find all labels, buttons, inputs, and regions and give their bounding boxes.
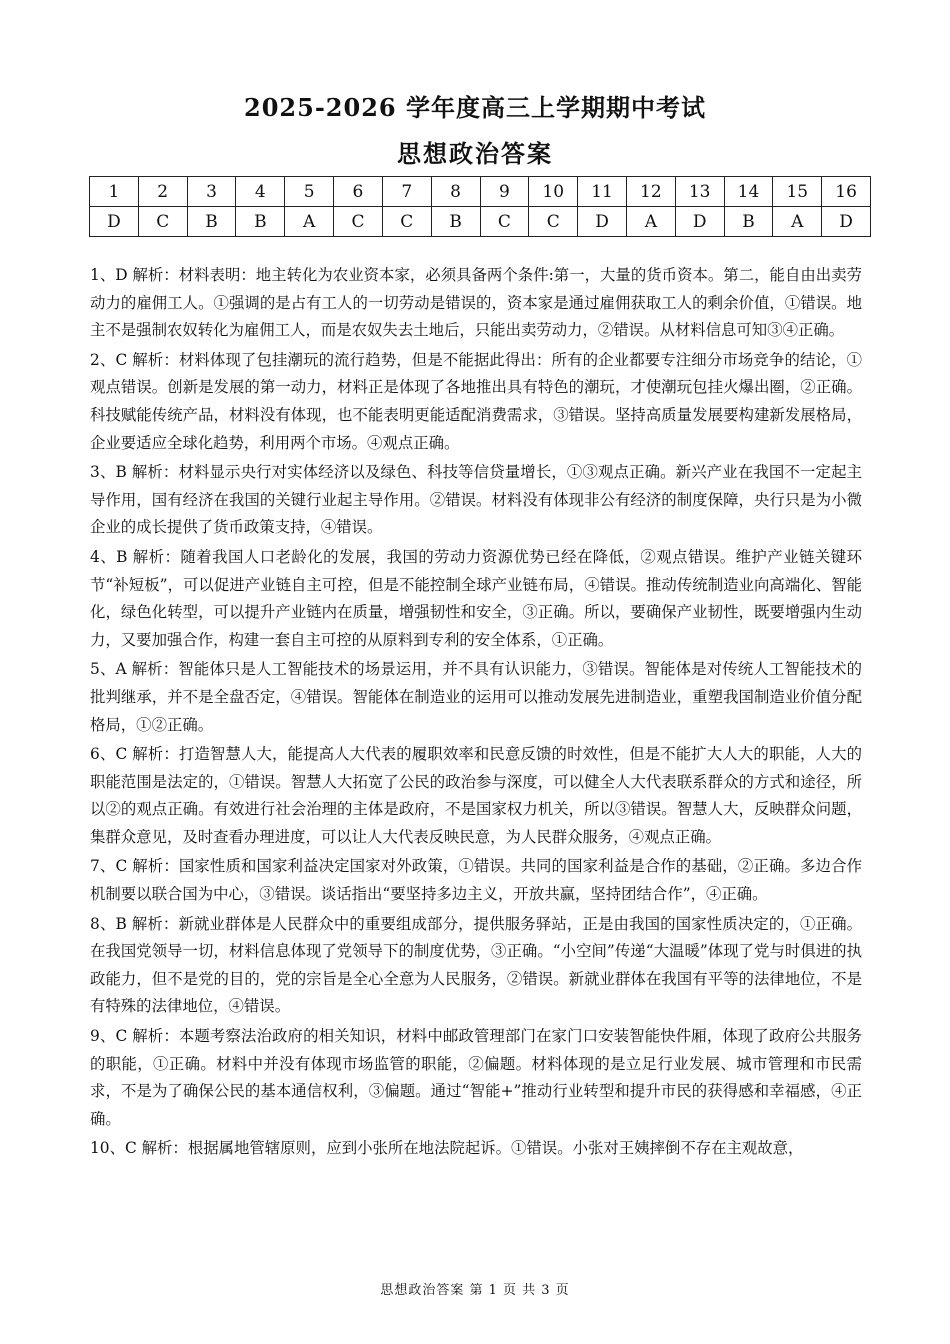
- answer-cell: B: [724, 207, 773, 237]
- question-number-cell: 14: [724, 177, 773, 207]
- question-number-cell: 5: [285, 177, 334, 207]
- page-title: 2025-2026 学年度高三上学期期中考试: [244, 93, 706, 122]
- answer-cell: D: [675, 207, 724, 237]
- answer-cell: D: [90, 207, 139, 237]
- question-number-cell: 15: [773, 177, 822, 207]
- explanation-paragraph: 6、C 解析：打造智慧人大，能提高人大代表的履职效率和民意反馈的时效性，但是不能扩大人大的职能，人大的职能范围是法定的，①错误。智慧人大拓宽了公民的政治参与深度，可以健全人大代表联系群众的方式和途径，所以②的观点正确。有效进行社会治理的主体是政府，不是国家权力机关，所以③错误。智慧人大，反映群众问题，集群众意见，及时查看办理进度，可以让人大代表反映民意，为人民群众服务，④观点正确。: [90, 745, 862, 846]
- answer-cell: C: [480, 207, 529, 237]
- question-number-cell: 11: [578, 177, 627, 207]
- question-number-cell: 9: [480, 177, 529, 207]
- question-number-cell: 8: [431, 177, 480, 207]
- explanation-paragraph: 10、C 解析：根据属地管辖原则，应到小张所在地法院起诉。①错误。小张对王姨摔倒不存在主观故意，: [90, 1139, 804, 1158]
- answer-table: [89, 176, 871, 237]
- answer-cell: C: [334, 207, 383, 237]
- answer-cell: D: [822, 207, 871, 237]
- answer-cell: A: [285, 207, 334, 237]
- answer-row: [90, 207, 871, 237]
- answer-cell: B: [431, 207, 480, 237]
- question-number-cell: 2: [138, 177, 187, 207]
- page-subtitle: 思想政治答案: [397, 139, 553, 168]
- question-number-cell: 4: [236, 177, 285, 207]
- question-number-cell: 10: [529, 177, 578, 207]
- explanation-paragraph: 7、C 解析：国家性质和国家利益决定国家对外政策，①错误。共同的国家利益是合作的基础，②正确。多边合作机制要以联合国为中心，③错误。谈话指出“要坚持多边主义，开放共赢，坚持团结合作”，④正确。: [90, 857, 862, 904]
- answer-cell: D: [578, 207, 627, 237]
- explanation-paragraph: 1、D 解析：材料表明：地主转化为农业资本家，必须具备两个条件:第一，大量的货币资本。第二，能自由出卖劳动力的雇佣工人。①强调的是占有工人的一切劳动是错误的，资本家是通过雇佣获取工人的剩余价值，①错误。地主不是强制农奴转化为雇佣工人，而是农奴失去土地后，只能出卖劳动力，②错误。从材料信息可知③④正确。: [90, 266, 862, 340]
- answer-cell: C: [529, 207, 578, 237]
- question-number-cell: 13: [675, 177, 724, 207]
- explanation-paragraph: 4、B 解析：随着我国人口老龄化的发展，我国的劳动力资源优势已经在降低，②观点错误。维护产业链关键环节“补短板”，可以促进产业链自主可控，但是不能控制全球产业链布局，④错误。推动传统制造业向高端化、智能化，绿色化转型，可以提升产业链内在质量，增强韧性和安全，③正确。所以，要确保产业韧性，既要增强内生动力，又要加强合作，构建一套自主可控的从原料到专利的安全体系，①正确。: [90, 547, 862, 649]
- explanation-paragraph: 8、B 解析：新就业群体是人民群众中的重要组成部分，提供服务驿站，正是由我国的国家性质决定的，①正确。在我国党领导一切，材料信息体现了党领导下的制度优势，③正确。“小空间”传递“大温暖”体现了党与时俱进的执政能力，但不是党的目的，党的宗旨是全心全意为人民服务，②错误。新就业群体在我国有平等的法律地位，不是有特殊的法律地位，④错误。: [90, 914, 862, 1016]
- explanation-paragraph: 3、B 解析：材料显示央行对实体经济以及绿色、科技等信贷量增长，①③观点正确。新兴产业在我国不一定起主导作用，国有经济在我国的关键行业起主导作用。②错误。材料没有体现非公有经济的制度保障，央行只是为小微企业的成长提供了货币政策支持，④错误。: [90, 463, 862, 537]
- page-footer: 思想政治答案 第 1 页 共 3 页: [380, 1283, 570, 1298]
- question-number-cell: 16: [822, 177, 871, 207]
- explanations-section: [90, 262, 862, 1165]
- answer-cell: B: [236, 207, 285, 237]
- answer-cell: C: [138, 207, 187, 237]
- explanation-paragraph: 9、C 解析：本题考察法治政府的相关知识，材料中邮政管理部门在家门口安装智能快件厢，体现了政府公共服务的职能，①正确。材料中并没有体现市场监管的职能，②偏题。材料体现的是立足行业发展、城市管理和市民需求，不是为了确保公民的基本通信权利，③偏题。通过“智能+”推动行业转型和提升市民的获得感和幸福感，④正确。: [90, 1027, 862, 1128]
- answer-cell: A: [626, 207, 675, 237]
- answer-cell: B: [187, 207, 236, 237]
- explanation-paragraph: 2、C 解析：材料体现了包挂潮玩的流行趋势，但是不能据此得出：所有的企业都要专注细分市场竞争的结论，①观点错误。创新是发展的第一动力，材料正是体现了各地推出具有特色的潮玩，才使潮玩包挂火爆出圈，②正确。科技赋能传统产品，材料没有体现，也不能表明更能适配消费需求，③错误。坚持高质量发展要构建新发展格局，企业要适应全球化趋势，利用两个市场。④观点正确。: [90, 350, 862, 452]
- question-number-cell: 7: [382, 177, 431, 207]
- answer-cell: A: [773, 207, 822, 237]
- answer-cell: C: [382, 207, 431, 237]
- question-number-cell: 6: [334, 177, 383, 207]
- question-number-cell: 1: [90, 177, 139, 207]
- question-number-row: [90, 177, 871, 207]
- explanation-paragraph: 5、A 解析：智能体只是人工智能技术的场景运用，并不具有认识能力，③错误。智能体是对传统人工智能技术的批判继承，并不是全盘否定，④错误。智能体在制造业的运用可以推动发展先进制造业，重塑我国制造业价值分配格局，①②正确。: [90, 660, 862, 734]
- question-number-cell: 3: [187, 177, 236, 207]
- question-number-cell: 12: [626, 177, 675, 207]
